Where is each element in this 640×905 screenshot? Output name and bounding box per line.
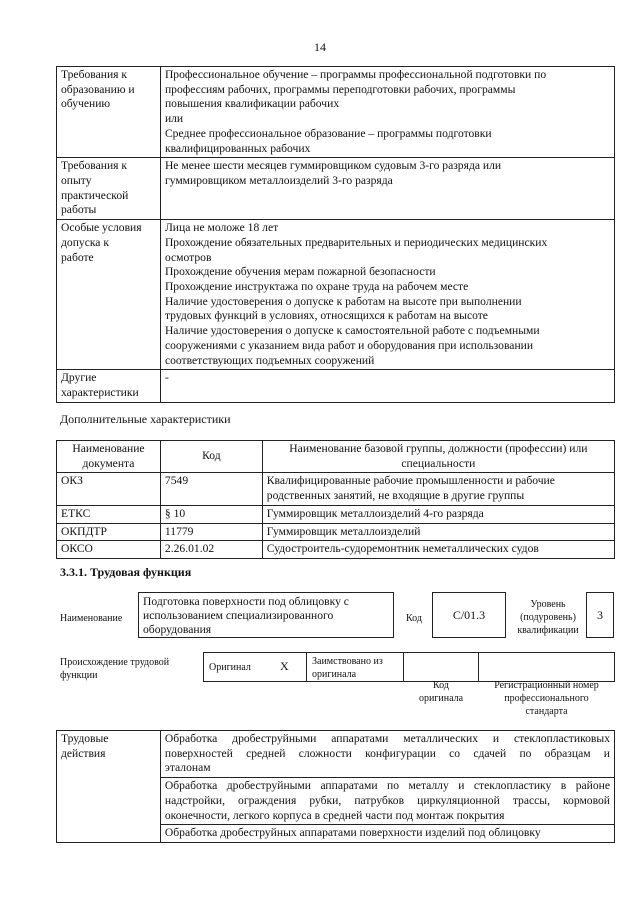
origin-original-label: Оригинал [209,662,251,673]
origin-regnum-caption: Регистрационный номер профессионального стандарта [494,680,599,717]
table-row [57,67,615,158]
name-cell: Гуммировщик металлоизделий [262,523,614,541]
qualification-level-box: 3 [586,592,614,638]
requirements-table [56,66,615,403]
table-row [57,158,615,220]
origin-code-caption: Код оригинала [418,680,464,704]
action-item: Обработка дробеструйными аппаратами металлических и стеклопластиковых поверхностей средней сложности конфигурации со сдачей по образцам и эталонам [160,731,614,778]
additional-characteristics-title: Дополнительные характеристики [60,412,231,426]
req-value-experience: Не менее шести месяцев гуммировщиком судовым 3-го разряда или гуммировщиком металлоизделий 3-го разряда [160,158,614,220]
function-code-box: С/01.3 [432,592,506,638]
origin-label: Происхождение трудовой функции [60,657,170,681]
table-row [57,220,615,370]
req-value-conditions: Лица не моложе 18 лет Прохождение обязательных предварительных и периодических медицинских осмотров Прохождение обучения мерам пожарной безопасности Прохождение инструктажа по охране труда на рабочем месте Наличие удостоверения о допуске к работам на высоте при выполнении трудовых функций в условиях, относящихся к работам на высоте Наличие удостоверения о допуске к самостоятельной работе с подъемными сооружениями с указанием вида работ и оборудования при использовании соответствующих подъемных сооружений [160,220,614,370]
origin-mark: X [280,659,289,673]
table-row [57,523,615,541]
function-code-label: Код [406,613,422,624]
req-value-other: - [160,370,614,402]
table-row [57,370,615,402]
function-name-box: Подготовка поверхности под облицовку с использованием специализированного оборудования [138,592,394,638]
action-item: Обработка дробеструйными аппаратами по металлу и стеклопластику в районе надстройки, ограждения рубки, патрубков циркуляционной трассы, кормовой оконечности, легкого корпуса в средней части под монтаж покрытия [160,778,614,825]
labor-actions-table [56,730,615,843]
doc-cell: ОКПДТР [57,523,161,541]
req-label-experience: Требования к опыту практической работы [57,158,161,220]
table-row [57,473,615,505]
table-header-row [57,441,615,473]
additional-table [56,440,615,559]
origin-regnum-box [478,652,615,682]
function-name-label: Наименование [60,613,123,624]
table-row [57,541,615,559]
code-cell: 7549 [160,473,262,505]
name-cell: Квалифицированные рабочие промышленности и рабочие родственных занятий, не входящие в другие группы [262,473,614,505]
doc-cell: ОКСО [57,541,161,559]
req-label-other: Другие характеристики [57,370,161,402]
qualification-level-label: Уровень (подуровень) квалификации [517,599,579,636]
actions-label: Трудовые действия [57,731,161,843]
origin-original-box [203,652,307,682]
table-row [57,731,615,778]
table-row [57,505,615,523]
page-number: 14 [314,40,326,54]
origin-code-box [403,652,479,682]
doc-cell: ЕТКС [57,505,161,523]
code-cell: 11779 [160,523,262,541]
header-code: Код [160,441,262,473]
origin-borrowed-box [306,652,404,682]
code-cell: § 10 [160,505,262,523]
name-cell: Гуммировщик металлоизделий 4-го разряда [262,505,614,523]
header-document: Наименование документа [57,441,161,473]
name-cell: Судостроитель-судоремонтник неметаллических судов [262,541,614,559]
code-cell: 2.26.01.02 [160,541,262,559]
action-item: Обработка дробеструйных аппаратами поверхности изделий под облицовку [160,825,614,843]
req-value-education: Профессиональное обучение – программы профессиональной подготовки по профессиям рабочих, программы переподготовки рабочих, программы повышения квалификации рабочих или Среднее профессиональное образование – программы подготовки квалифицированных рабочих [160,67,614,158]
req-label-education: Требования к образованию и обучению [57,67,161,158]
doc-cell: ОКЗ [57,473,161,505]
origin-borrowed-label: Заимствовано из оригинала [312,656,383,680]
section-title: 3.3.1. Трудовая функция [60,565,192,579]
header-group-name: Наименование базовой группы, должности (профессии) или специальности [262,441,614,473]
req-label-conditions: Особые условия допуска к работе [57,220,161,370]
